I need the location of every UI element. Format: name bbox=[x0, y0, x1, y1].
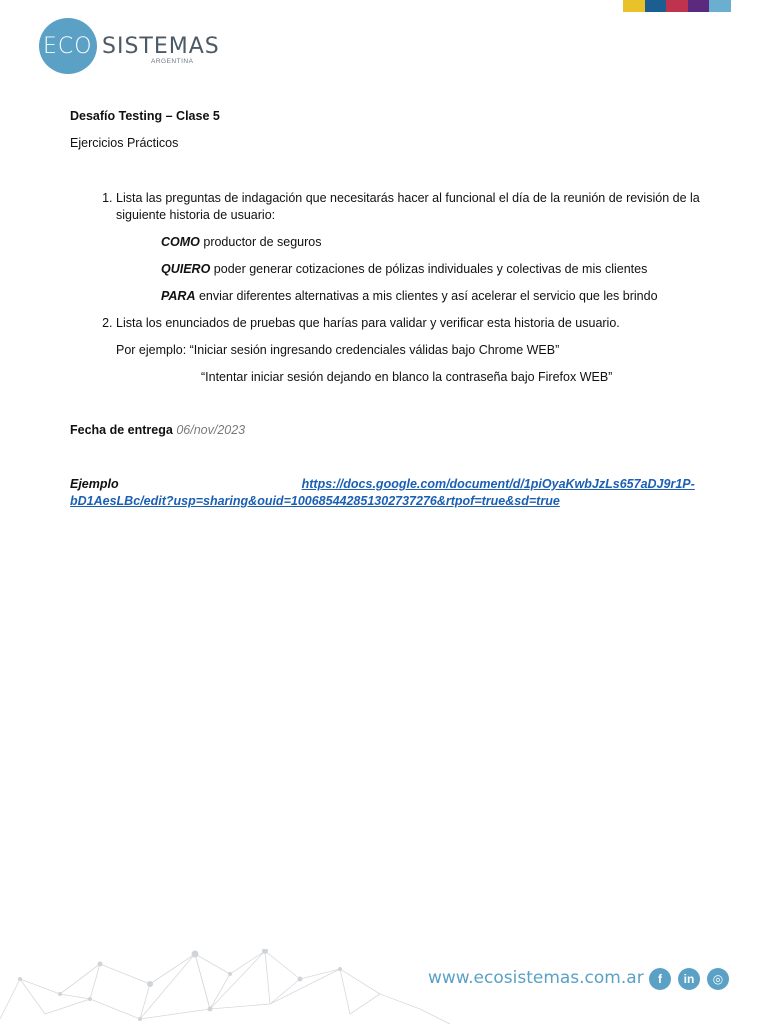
example-link[interactable]: https://docs.google.com/document/d/1piOyaKwbJzLs657aDJ9r1P-bD1AesLBc/edit?usp=sharing&ouid=100685442851302737276&rtpof=true&sd=true bbox=[70, 477, 695, 508]
due-date-line bbox=[70, 422, 700, 439]
exercise-2-text: Lista los enunciados de pruebas que harías para validar y verificar esta historia de usuario. bbox=[116, 316, 620, 330]
user-story bbox=[161, 234, 700, 305]
document-body bbox=[70, 108, 700, 510]
exercise-list bbox=[70, 190, 700, 386]
strip-yellow bbox=[623, 0, 645, 12]
due-date-label: Fecha de entrega bbox=[70, 423, 173, 437]
facebook-icon[interactable]: f bbox=[649, 968, 671, 990]
strip-blue bbox=[645, 0, 667, 12]
due-date-value: 06/nov/2023 bbox=[176, 423, 246, 437]
story-key: PARA bbox=[161, 289, 196, 303]
exercise-item-1 bbox=[116, 190, 700, 305]
strip-lightblue bbox=[709, 0, 731, 12]
exercise-1-text: Lista las preguntas de indagación que necesitarás hacer al funcional el día de la reunión de revisión de la siguiente historia de usuario: bbox=[116, 191, 700, 222]
brand-color-strip bbox=[623, 0, 731, 12]
story-text: productor de seguros bbox=[199, 235, 322, 249]
story-line-quiero bbox=[161, 261, 700, 278]
story-key: QUIERO bbox=[161, 262, 211, 276]
example-link-line bbox=[70, 476, 700, 510]
story-line-para bbox=[161, 288, 700, 305]
document-subtitle: Ejercicios Prácticos bbox=[70, 136, 179, 150]
decorative-network-graphic bbox=[0, 949, 450, 1024]
story-line-como bbox=[161, 234, 700, 251]
example-line-1: Por ejemplo: “Iniciar sesión ingresando credenciales válidas bajo Chrome WEB” bbox=[116, 343, 560, 357]
logo-country-text: ARGENTINA bbox=[151, 58, 194, 65]
website-url[interactable]: www.ecosistemas.com.ar bbox=[428, 968, 644, 988]
document-title: Desafío Testing – Clase 5 bbox=[70, 109, 220, 123]
story-text: enviar diferentes alternativas a mis clientes y así acelerar el servicio que les brindo bbox=[195, 289, 658, 303]
story-text: poder generar cotizaciones de pólizas individuales y colectivas de mis clientes bbox=[210, 262, 648, 276]
example-label: Ejemplo bbox=[70, 477, 119, 491]
instagram-icon[interactable]: ◎ bbox=[707, 968, 729, 990]
logo-sistemas-text: SISTEMAS bbox=[102, 34, 220, 59]
strip-red bbox=[666, 0, 688, 12]
strip-purple bbox=[688, 0, 710, 12]
logo-eco-text: ECO bbox=[43, 34, 93, 59]
linkedin-icon[interactable]: in bbox=[678, 968, 700, 990]
story-key: COMO bbox=[161, 235, 200, 249]
company-logo bbox=[39, 18, 220, 74]
exercise-item-2 bbox=[116, 315, 700, 386]
example-line-2: “Intentar iniciar sesión dejando en blanco la contraseña bajo Firefox WEB” bbox=[201, 370, 613, 384]
